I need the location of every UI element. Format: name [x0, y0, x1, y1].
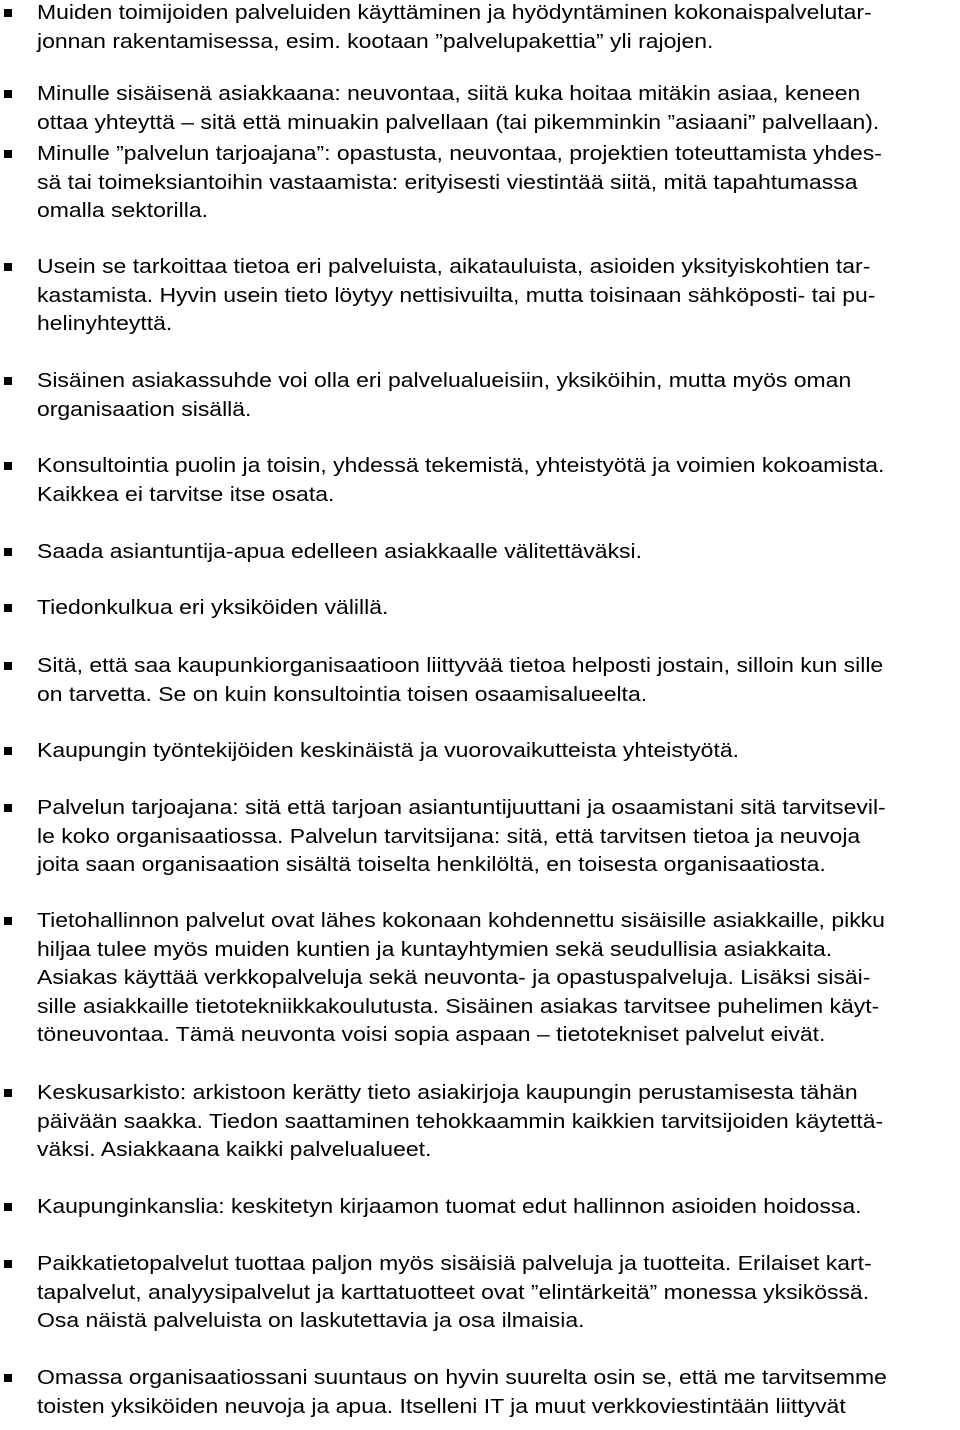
bullet-marker: [4, 662, 12, 670]
bullet-marker: [4, 1089, 12, 1097]
bullet-marker: [4, 462, 12, 470]
paragraph-line: Tietohallinnon palvelut ovat lähes kokonaan kohdennettu sisäisille asiakkaille, pikku: [37, 909, 885, 932]
paragraph-line: sille asiakkaille tietotekniikkakoulutusta. Sisäinen asiakas tarvitsee puhelimen käyt-: [37, 995, 880, 1018]
bullet-marker: [4, 90, 12, 98]
bullet-marker: [4, 747, 12, 755]
paragraph-line: Omassa organisaatiossani suuntaus on hyvin suurelta osin se, että me tarvitsemme: [37, 1366, 887, 1389]
paragraph-line: on tarvetta. Se on kuin konsultointia toisen osaamisalueelta.: [37, 683, 648, 706]
bullet-marker: [4, 263, 12, 271]
paragraph-line: joita saan organisaation sisältä toiselta henkilöltä, en toisesta organisaatiosta.: [37, 853, 826, 876]
paragraph-line: töneuvontaa. Tämä neuvonta voisi sopia aspaan – tietotekniset palvelut eivät.: [37, 1023, 826, 1046]
bullet-marker: [4, 1260, 12, 1268]
paragraph-line: Kaikkea ei tarvitse itse osata.: [37, 483, 335, 506]
paragraph-line: sä tai toimeksiantoihin vastaamista: erityisesti viestintää siitä, mitä tapahtumassa: [37, 171, 858, 194]
paragraph-line: Kaupungin työntekijöiden keskinäistä ja vuorovaikutteista yhteistyötä.: [37, 739, 739, 762]
paragraph-line: Minulle sisäisenä asiakkaana: neuvontaa, siitä kuka hoitaa mitäkin asiaa, keneen: [37, 82, 861, 105]
paragraph-line: helinyhteyttä.: [37, 312, 173, 335]
bullet-marker: [4, 604, 12, 612]
bullet-marker: [4, 548, 12, 556]
paragraph-line: väksi. Asiakkaana kaikki palvelualueet.: [37, 1138, 432, 1161]
paragraph-line: organisaation sisällä.: [37, 398, 252, 421]
bullet-marker: [4, 1203, 12, 1211]
paragraph-line: Saada asiantuntija-apua edelleen asiakkaalle välitettäväksi.: [37, 540, 643, 563]
paragraph-line: Usein se tarkoittaa tietoa eri palveluista, aikatauluista, asioiden yksityiskohtien tar-: [37, 255, 871, 278]
paragraph-line: Minulle ”palvelun tarjoajana”: opastusta, neuvontaa, projektien toteuttamista yhdes-: [37, 142, 882, 165]
paragraph-line: Asiakas käyttää verkkopalveluja sekä neuvonta- ja opastuspalveluja. Lisäksi sisäi-: [37, 966, 871, 989]
paragraph-line: toisten yksiköiden neuvoja ja apua. Itselleni IT ja muut verkkoviestintään liittyvät: [37, 1395, 846, 1418]
bullet-marker: [4, 377, 12, 385]
paragraph-line: hiljaa tulee myös muiden kuntien ja kuntayhtymien sekä seudullisia asiakkaita.: [37, 938, 833, 961]
paragraph-line: Konsultointia puolin ja toisin, yhdessä tekemistä, yhteistyötä ja voimien kokoamista.: [37, 454, 885, 477]
paragraph-line: omalla sektorilla.: [37, 199, 208, 222]
paragraph-line: ottaa yhteyttä – sitä että minuakin palvellaan (tai pikemminkin ”asiaani” palvellaan).: [37, 111, 880, 134]
bullet-marker: [4, 1374, 12, 1382]
bullet-marker: [4, 917, 12, 925]
paragraph-line: Kaupunginkanslia: keskitetyn kirjaamon tuomat edut hallinnon asioiden hoidossa.: [37, 1195, 862, 1218]
paragraph-line: Sisäinen asiakassuhde voi olla eri palvelualueisiin, yksiköihin, mutta myös oman: [37, 369, 852, 392]
paragraph-line: päivään saakka. Tiedon saattaminen tehokkaammin kaikkien tarvitsijoiden käytettä-: [37, 1110, 884, 1133]
bullet-marker: [4, 150, 12, 158]
paragraph-line: Sitä, että saa kaupunkiorganisaatioon liittyvää tietoa helposti jostain, silloin kun sille: [37, 654, 884, 677]
paragraph-line: le koko organisaatiossa. Palvelun tarvitsijana: sitä, että tarvitsen tietoa ja neuvoja: [37, 825, 861, 848]
paragraph-line: tapalvelut, analyysipalvelut ja karttatuotteet ovat ”elintärkeitä” monessa yksikössä.: [37, 1281, 870, 1304]
bullet-marker: [4, 9, 12, 17]
paragraph-line: Palvelun tarjoajana: sitä että tarjoan asiantuntijuuttani ja osaamistani sitä tarvitsevil-: [37, 796, 886, 819]
paragraph-line: Muiden toimijoiden palveluiden käyttäminen ja hyödyntäminen kokonaispalvelutar-: [37, 1, 872, 24]
paragraph-line: Tiedonkulkua eri yksiköiden välillä.: [37, 596, 389, 619]
paragraph-line: jonnan rakentamisessa, esim. kootaan ”palvelupakettia” yli rajojen.: [37, 30, 714, 53]
paragraph-line: Osa näistä palveluista on laskutettavia ja osa ilmaisia.: [37, 1309, 585, 1332]
paragraph-line: kastamista. Hyvin usein tieto löytyy nettisivuilta, mutta toisinaan sähköposti- tai pu-: [37, 284, 876, 307]
paragraph-line: Paikkatietopalvelut tuottaa paljon myös sisäisiä palveluja ja tuotteita. Erilaiset kart-: [37, 1252, 872, 1275]
bullet-marker: [4, 804, 12, 812]
paragraph-line: Keskusarkisto: arkistoon kerätty tieto asiakirjoja kaupungin perustamisesta tähän: [37, 1081, 858, 1104]
